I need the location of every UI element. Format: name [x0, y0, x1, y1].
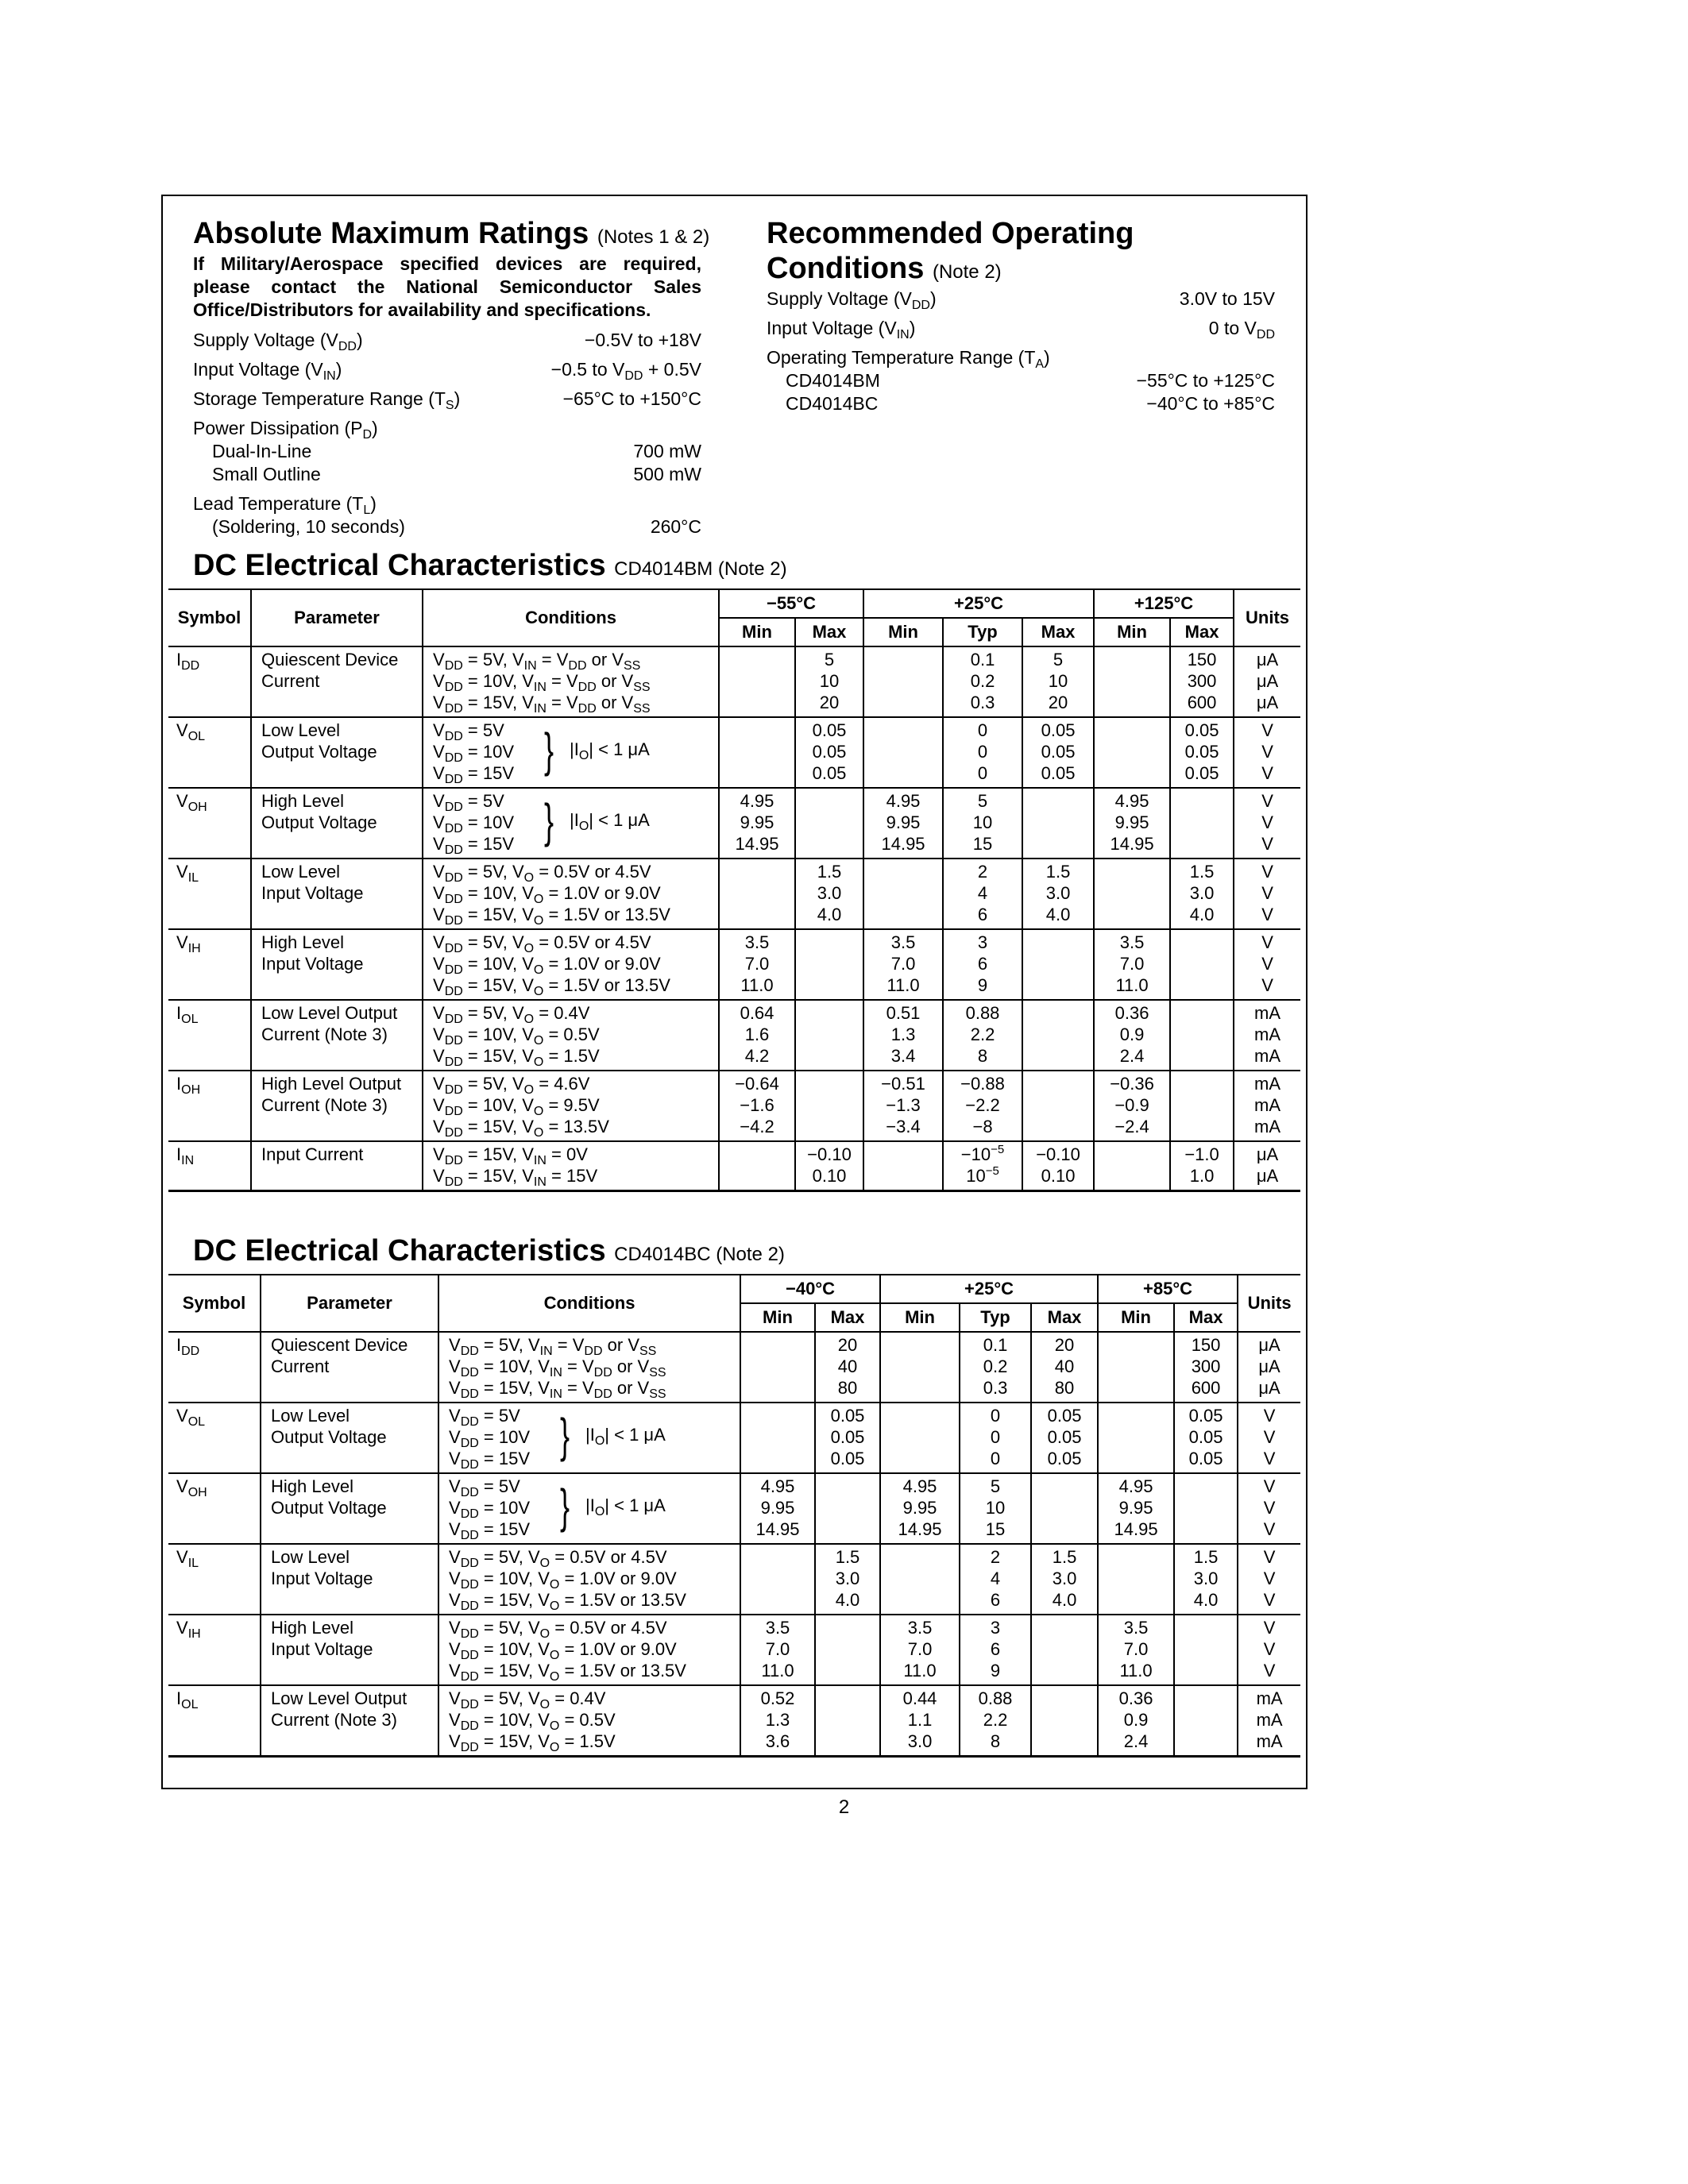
table-row: [168, 1473, 1300, 1544]
col-max: Max: [1170, 618, 1234, 646]
cell-value: 3.5 7.0 11.0: [1094, 929, 1170, 1000]
abs-supply-label: Supply Voltage (V: [193, 330, 338, 350]
abs-solder-value: 260°C: [650, 516, 701, 537]
cell-units: mA mA mA: [1234, 1000, 1300, 1071]
cell-value: −0.10 0.10: [1022, 1141, 1094, 1191]
cell-value: 5 10 20: [795, 646, 863, 717]
cell-symbol: $I_{OH}$: [168, 1071, 251, 1141]
cell-value: [1022, 1071, 1094, 1141]
cell-value: −0.10 0.10: [795, 1141, 863, 1191]
rec-bc-label: CD4014BC: [786, 393, 879, 414]
rec-bc-value: −40°C to +85°C: [1146, 393, 1275, 414]
cell-value: 0.36 0.9 2.4: [1098, 1685, 1174, 1757]
cell-value: [880, 1544, 960, 1615]
cell-parameter: Input Current: [251, 1141, 423, 1191]
cell-value: [719, 646, 795, 717]
cell-value: [863, 859, 943, 929]
col-typ: Typ: [960, 1303, 1031, 1332]
brace-icon: }: [544, 794, 554, 847]
cell-units: μA μA μA: [1238, 1332, 1300, 1403]
table-row: [168, 1685, 1300, 1757]
cell-symbol: $V_{IH}$: [168, 1615, 261, 1685]
table-row: [168, 717, 1300, 788]
cell-value: 4.95 9.95 14.95: [740, 1473, 815, 1544]
cell-conditions: $V_{DD} = 5V$, $V_{IN} = V_{DD}$ or $V_{SS}$ $V_{DD} = 10V$, $V_{IN} = V_{DD}$ or $V_{SS}$ $V_{DD} = 15V$, $V_{IN} = V_{DD}$ or $V_{SS}$: [423, 646, 719, 717]
cell-units: V V V: [1238, 1473, 1300, 1544]
cell-value: [1094, 646, 1170, 717]
abs-lead-label: Lead Temperature (T: [193, 493, 364, 514]
cell-value: 1.5 3.0 4.0: [815, 1544, 880, 1615]
cell-conditions: $V_{DD} = 5V$ $V_{DD} = 10V$ $V_{DD} = 15V$ } $|I_O| < 1$ μA: [438, 1403, 740, 1473]
cell-symbol: $I_{DD}$: [168, 646, 251, 717]
brace-note: $|I_O| < 1$ μA: [585, 1425, 666, 1448]
cell-value: 4.95 9.95 14.95: [1094, 788, 1170, 859]
abs-solder-label: (Soldering, 10 seconds): [212, 516, 405, 537]
col-min: Min: [1098, 1303, 1174, 1332]
cell-value: [815, 1615, 880, 1685]
cell-value: [1094, 1141, 1170, 1191]
col-max: Max: [1174, 1303, 1238, 1332]
cell-value: [740, 1332, 815, 1403]
cell-conditions: $V_{DD} = 5V$ $V_{DD} = 10V$ $V_{DD} = 15V$ } $|I_O| < 1$ μA: [438, 1473, 740, 1544]
abs-power-label: Power Dissipation (P: [193, 418, 363, 438]
table-row: [168, 646, 1300, 717]
dc-bm-table: [168, 588, 1300, 1192]
cell-parameter: Quiescent Device Current: [251, 646, 423, 717]
cell-value: [719, 1141, 795, 1191]
cell-value: 5 10 15: [943, 788, 1022, 859]
cell-value: −0.51 −1.3 −3.4: [863, 1071, 943, 1141]
rec-input-value-a: 0 to V: [1208, 318, 1257, 338]
brace-note: $|I_O| < 1$ μA: [585, 1495, 666, 1518]
cell-value: $-10^{-5}$ $10^{-5}$: [943, 1141, 1022, 1191]
rec-temp-label: Operating Temperature Range (T: [767, 347, 1036, 368]
cell-value: [719, 859, 795, 929]
col-max: Max: [795, 618, 863, 646]
abs-power-sub: D: [362, 428, 373, 442]
col-min: Min: [719, 618, 795, 646]
cell-value: [863, 1141, 943, 1191]
cell-value: 3 6 9: [960, 1615, 1031, 1685]
rec-supply-value: 3.0V to 15V: [1179, 288, 1275, 309]
cell-conditions: $V_{DD} = 5V$, $V_O = 0.5V$ or 4.5V $V_{DD} = 10V$, $V_O = 1.0V$ or 9.0V $V_{DD} = 15V$, $V_O = 1.5V$ or 13.5V: [438, 1544, 740, 1615]
brace-icon: }: [544, 723, 554, 777]
table-row: [168, 859, 1300, 929]
rec-bm-label: CD4014BM: [786, 370, 880, 391]
rec-bm-value: −55°C to +125°C: [1136, 370, 1275, 391]
cell-value: [1098, 1544, 1174, 1615]
cell-units: V V V: [1238, 1403, 1300, 1473]
cell-symbol: $I_{DD}$: [168, 1332, 261, 1403]
cell-value: 4.95 9.95 14.95: [719, 788, 795, 859]
cell-value: −1.0 1.0: [1170, 1141, 1234, 1191]
abs-supply-sub: DD: [338, 340, 357, 353]
abs-input-row: Input Voltage $(V_{IN})$ −0.5 to $V_{DD} + 0.5V$: [193, 359, 701, 383]
cell-value: [880, 1403, 960, 1473]
dc-bc-title: [193, 1233, 785, 1272]
cell-units: V V V: [1234, 929, 1300, 1000]
cell-units: V V V: [1234, 717, 1300, 788]
cell-units: V V V: [1234, 788, 1300, 859]
cell-symbol: $V_{IH}$: [168, 929, 251, 1000]
cell-symbol: $V_{OH}$: [168, 788, 251, 859]
cell-parameter: Low Level Output Current (Note 3): [261, 1685, 438, 1757]
cell-value: [1094, 717, 1170, 788]
rec-supply-label: Supply Voltage (V: [767, 288, 912, 309]
abs-supply-value: −0.5V to +18V: [584, 330, 701, 350]
cell-value: 3 6 9: [943, 929, 1022, 1000]
cell-parameter: Low Level Output Voltage: [251, 717, 423, 788]
col-max: Max: [1022, 618, 1094, 646]
cell-value: 0.88 2.2 8: [943, 1000, 1022, 1071]
cell-parameter: Low Level Input Voltage: [251, 859, 423, 929]
cell-value: 4.95 9.95 14.95: [880, 1473, 960, 1544]
cell-value: 3.5 7.0 11.0: [1098, 1615, 1174, 1685]
table-row: [168, 929, 1300, 1000]
rec-op-title-1: Recommended Operating: [767, 217, 1134, 250]
col-units: Units: [1234, 589, 1300, 646]
cell-value: [1022, 788, 1094, 859]
brace-note: $|I_O| < 1$ μA: [570, 810, 650, 833]
cell-units: mA mA mA: [1234, 1071, 1300, 1141]
cell-value: [1170, 929, 1234, 1000]
cell-value: 2 4 6: [943, 859, 1022, 929]
abs-lead-sub: L: [363, 504, 371, 517]
cell-value: [1170, 1071, 1234, 1141]
cell-value: 1.5 3.0 4.0: [1022, 859, 1094, 929]
col-min: Min: [740, 1303, 815, 1332]
cell-value: 2 4 6: [960, 1544, 1031, 1615]
abs-dip-value: 700 mW: [633, 441, 701, 461]
col-min: Min: [1094, 618, 1170, 646]
cell-value: [863, 646, 943, 717]
abs-dip-row: [193, 440, 701, 463]
abs-max-list: [193, 329, 701, 538]
dc-bc-title-text: DC Electrical Characteristics: [193, 1234, 606, 1268]
cell-value: 0.51 1.3 3.4: [863, 1000, 943, 1071]
cell-value: [795, 1000, 863, 1071]
cell-symbol: $V_{IL}$: [168, 1544, 261, 1615]
abs-input-value-b: + 0.5V: [643, 359, 701, 380]
cell-parameter: High Level Input Voltage: [261, 1615, 438, 1685]
rec-temp-row: Operating Temperature Range $(T_A)$: [767, 347, 1050, 371]
abs-supply-row: Supply Voltage $(V_{DD})$ −0.5V to +18V: [193, 330, 701, 353]
cell-value: [1094, 859, 1170, 929]
page-number: 2: [838, 1796, 850, 1818]
col-temp-3: +125°C: [1094, 589, 1234, 618]
cell-units: μA μA: [1234, 1141, 1300, 1191]
cell-value: 3.5 7.0 11.0: [740, 1615, 815, 1685]
cell-conditions: $V_{DD} = 5V$, $V_{IN} = V_{DD}$ or $V_{SS}$ $V_{DD} = 10V$, $V_{IN} = V_{DD}$ or $V_{SS}$ $V_{DD} = 15V$, $V_{IN} = V_{DD}$ or $V_{SS}$: [438, 1332, 740, 1403]
cell-value: 3.5 7.0 11.0: [719, 929, 795, 1000]
cell-value: [1174, 1615, 1238, 1685]
cell-parameter: Low Level Input Voltage: [261, 1544, 438, 1615]
col-temp-2: +25°C: [863, 589, 1094, 618]
cell-value: 0.1 0.2 0.3: [960, 1332, 1031, 1403]
col-parameter: Parameter: [261, 1275, 438, 1332]
cell-value: 5 10 20: [1022, 646, 1094, 717]
cell-value: [880, 1332, 960, 1403]
rec-input-value-sub: DD: [1256, 328, 1275, 341]
abs-storage-value: −65°C to +150°C: [562, 388, 701, 409]
cell-parameter: Quiescent Device Current: [261, 1332, 438, 1403]
cell-units: μA μA μA: [1234, 646, 1300, 717]
cell-value: 0.52 1.3 3.6: [740, 1685, 815, 1757]
cell-conditions: $V_{DD} = 5V$, $V_O = 0.5V$ or 4.5V $V_{DD} = 10V$, $V_O = 1.0V$ or 9.0V $V_{DD} = 15V$, $V_O = 1.5V$ or 13.5V: [423, 929, 719, 1000]
cell-value: [1031, 1685, 1098, 1757]
cell-value: −0.36 −0.9 −2.4: [1094, 1071, 1170, 1141]
cell-value: 4.95 9.95 14.95: [863, 788, 943, 859]
cell-value: 0.44 1.1 3.0: [880, 1685, 960, 1757]
col-max: Max: [815, 1303, 880, 1332]
cell-symbol: $I_{OL}$: [168, 1000, 251, 1071]
cell-value: 0.05 0.05 0.05: [1031, 1403, 1098, 1473]
cell-value: [719, 717, 795, 788]
cell-value: 0.05 0.05 0.05: [1174, 1403, 1238, 1473]
cell-value: 150 300 600: [1170, 646, 1234, 717]
abs-dip-label: Dual-In-Line: [212, 441, 312, 461]
cell-units: V V V: [1238, 1544, 1300, 1615]
col-max: Max: [1031, 1303, 1098, 1332]
col-temp-1: −55°C: [719, 589, 863, 618]
cell-value: 0.1 0.2 0.3: [943, 646, 1022, 717]
dc-bm-title-text: DC Electrical Characteristics: [193, 549, 606, 582]
abs-storage-label: Storage Temperature Range (T: [193, 388, 446, 409]
cell-value: [795, 788, 863, 859]
cell-parameter: Low Level Output Voltage: [261, 1403, 438, 1473]
cell-parameter: High Level Input Voltage: [251, 929, 423, 1000]
cell-value: 1.5 3.0 4.0: [1174, 1544, 1238, 1615]
col-symbol: Symbol: [168, 589, 251, 646]
abs-max-note: (Notes 1 & 2): [597, 226, 710, 248]
cell-symbol: $V_{OL}$: [168, 1403, 261, 1473]
cell-symbol: $V_{IL}$: [168, 859, 251, 929]
col-parameter: Parameter: [251, 589, 423, 646]
dc-bc-table: [168, 1274, 1300, 1758]
cell-value: 0.05 0.05 0.05: [1022, 717, 1094, 788]
table-row: [168, 1403, 1300, 1473]
dc-bm-title: [193, 548, 787, 587]
cell-value: [1022, 1000, 1094, 1071]
cell-value: 0 0 0: [960, 1403, 1031, 1473]
col-min: Min: [880, 1303, 960, 1332]
cell-value: 3.5 7.0 11.0: [863, 929, 943, 1000]
cell-conditions: $V_{DD} = 5V$, $V_O = 0.5V$ or 4.5V $V_{DD} = 10V$, $V_O = 1.0V$ or 9.0V $V_{DD} = 15V$, $V_O = 1.5V$ or 13.5V: [438, 1615, 740, 1685]
cell-value: [1022, 929, 1094, 1000]
abs-input-sub: IN: [323, 369, 336, 383]
col-conditions: Conditions: [438, 1275, 740, 1332]
cell-value: 0.05 0.05 0.05: [1170, 717, 1234, 788]
cell-conditions: $V_{DD} = 5V$, $V_O = 0.4V$ $V_{DD} = 10V$, $V_O = 0.5V$ $V_{DD} = 15V$, $V_O = 1.5V$: [423, 1000, 719, 1071]
cell-symbol: $I_{OL}$: [168, 1685, 261, 1757]
abs-lead-row: Lead Temperature $(T_L)$: [193, 493, 377, 517]
abs-max-title-text: Absolute Maximum Ratings: [193, 217, 589, 250]
cell-symbol: $V_{OH}$: [168, 1473, 261, 1544]
rec-op-list: [767, 287, 1275, 415]
col-min: Min: [863, 618, 943, 646]
cell-value: 1.5 3.0 4.0: [1031, 1544, 1098, 1615]
cell-value: 20 40 80: [1031, 1332, 1098, 1403]
cell-value: 0.36 0.9 2.4: [1094, 1000, 1170, 1071]
cell-value: [1174, 1473, 1238, 1544]
cell-value: [815, 1473, 880, 1544]
cell-value: [1098, 1403, 1174, 1473]
brace-icon: }: [560, 1480, 570, 1533]
rec-bc-row: [767, 392, 1275, 415]
cell-symbol: $V_{OL}$: [168, 717, 251, 788]
table-row: [168, 788, 1300, 859]
cell-value: [1174, 1685, 1238, 1757]
cell-value: [1098, 1332, 1174, 1403]
table-row: [168, 1544, 1300, 1615]
table-row: [168, 1332, 1300, 1403]
cell-value: [1170, 1000, 1234, 1071]
cell-value: [1031, 1473, 1098, 1544]
col-temp-1: −40°C: [740, 1275, 880, 1303]
cell-conditions: $V_{DD} = 5V$, $V_O = 0.4V$ $V_{DD} = 10V$, $V_O = 0.5V$ $V_{DD} = 15V$, $V_O = 1.5V$: [438, 1685, 740, 1757]
col-temp-3: +85°C: [1098, 1275, 1238, 1303]
cell-symbol: $I_{IN}$: [168, 1141, 251, 1191]
abs-power-row: Power Dissipation $(P_D)$: [193, 418, 378, 442]
cell-conditions: $V_{DD} = 5V$ $V_{DD} = 10V$ $V_{DD} = 15V$ } $|I_O| < 1$ μA: [423, 717, 719, 788]
cell-value: 3.5 7.0 11.0: [880, 1615, 960, 1685]
brace-icon: }: [560, 1409, 570, 1462]
cell-value: 4.95 9.95 14.95: [1098, 1473, 1174, 1544]
rec-input-row: Input Voltage $(V_{IN})$ 0 to $V_{DD}$: [767, 318, 1275, 341]
abs-input-label: Input Voltage (V: [193, 359, 323, 380]
rec-supply-sub: DD: [911, 299, 930, 312]
abs-solder-row: [193, 515, 701, 538]
cell-value: 20 40 80: [815, 1332, 880, 1403]
cell-conditions: $V_{DD} = 5V$ $V_{DD} = 10V$ $V_{DD} = 15V$ } $|I_O| < 1$ μA: [423, 788, 719, 859]
cell-value: 0 0 0: [943, 717, 1022, 788]
dc-bc-part: CD4014BC (Note 2): [614, 1244, 785, 1265]
cell-value: [815, 1685, 880, 1757]
rec-input-label: Input Voltage (V: [767, 318, 897, 338]
cell-parameter: High Level Output Current (Note 3): [251, 1071, 423, 1141]
cell-conditions: $V_{DD} = 15V$, $V_{IN} = 0V$ $V_{DD} = 15V$, $V_{IN} = 15V$: [423, 1141, 719, 1191]
cell-value: 0.05 0.05 0.05: [815, 1403, 880, 1473]
cell-value: 1.5 3.0 4.0: [795, 859, 863, 929]
cell-conditions: $V_{DD} = 5V$, $V_O = 4.6V$ $V_{DD} = 10V$, $V_O = 9.5V$ $V_{DD} = 15V$, $V_O = 13.5V$: [423, 1071, 719, 1141]
cell-parameter: High Level Output Voltage: [261, 1473, 438, 1544]
cell-units: V V V: [1238, 1615, 1300, 1685]
cell-parameter: Low Level Output Current (Note 3): [251, 1000, 423, 1071]
cell-value: 150 300 600: [1174, 1332, 1238, 1403]
cell-value: [795, 929, 863, 1000]
cell-value: [740, 1403, 815, 1473]
rec-op-title-2: [767, 251, 1002, 290]
abs-so-value: 500 mW: [633, 464, 701, 484]
rec-supply-row: Supply Voltage $(V_{DD})$ 3.0V to 15V: [767, 288, 1275, 312]
rec-op-title-2-text: Conditions: [767, 252, 925, 285]
rec-bm-row: [767, 369, 1275, 392]
abs-max-title: [193, 216, 709, 255]
cell-value: −0.88 −2.2 −8: [943, 1071, 1022, 1141]
cell-value: [1170, 788, 1234, 859]
table-row: [168, 1000, 1300, 1071]
cell-value: [795, 1071, 863, 1141]
cell-value: [740, 1544, 815, 1615]
table-row: [168, 1615, 1300, 1685]
table-row: [168, 1141, 1300, 1191]
cell-value: [863, 717, 943, 788]
rec-input-sub: IN: [896, 328, 910, 341]
cell-value: 5 10 15: [960, 1473, 1031, 1544]
cell-conditions: $V_{DD} = 5V$, $V_O = 0.5V$ or 4.5V $V_{DD} = 10V$, $V_O = 1.0V$ or 9.0V $V_{DD} = 15V$, $V_O = 1.5V$ or 13.5V: [423, 859, 719, 929]
cell-parameter: High Level Output Voltage: [251, 788, 423, 859]
col-units: Units: [1238, 1275, 1300, 1332]
abs-so-row: [193, 463, 701, 486]
military-warning: If Military/Aerospace specified devices are required, please contact the National Semiconductor Sales Office/Distributors for availability and specifications.: [193, 253, 701, 320]
col-typ: Typ: [943, 618, 1022, 646]
brace-note: $|I_O| < 1$ μA: [570, 739, 650, 762]
cell-value: [1031, 1615, 1098, 1685]
cell-units: V V V: [1234, 859, 1300, 929]
cell-value: 0.64 1.6 4.2: [719, 1000, 795, 1071]
cell-value: 0.05 0.05 0.05: [795, 717, 863, 788]
cell-value: 1.5 3.0 4.0: [1170, 859, 1234, 929]
abs-input-value-sub: DD: [624, 369, 643, 383]
rec-temp-sub: A: [1035, 357, 1045, 371]
col-conditions: Conditions: [423, 589, 719, 646]
rec-op-note: (Note 2): [932, 261, 1002, 283]
cell-value: −0.64 −1.6 −4.2: [719, 1071, 795, 1141]
table-row: [168, 1071, 1300, 1141]
col-temp-2: +25°C: [880, 1275, 1098, 1303]
abs-so-label: Small Outline: [212, 464, 321, 484]
cell-units: mA mA mA: [1238, 1685, 1300, 1757]
abs-input-value-a: −0.5 to V: [550, 359, 625, 380]
abs-storage-sub: S: [445, 399, 454, 412]
abs-storage-row: Storage Temperature Range $(T_S)$ −65°C to +150°C: [193, 388, 701, 412]
dc-bm-part: CD4014BM (Note 2): [614, 558, 787, 580]
cell-value: 0.88 2.2 8: [960, 1685, 1031, 1757]
col-symbol: Symbol: [168, 1275, 261, 1332]
